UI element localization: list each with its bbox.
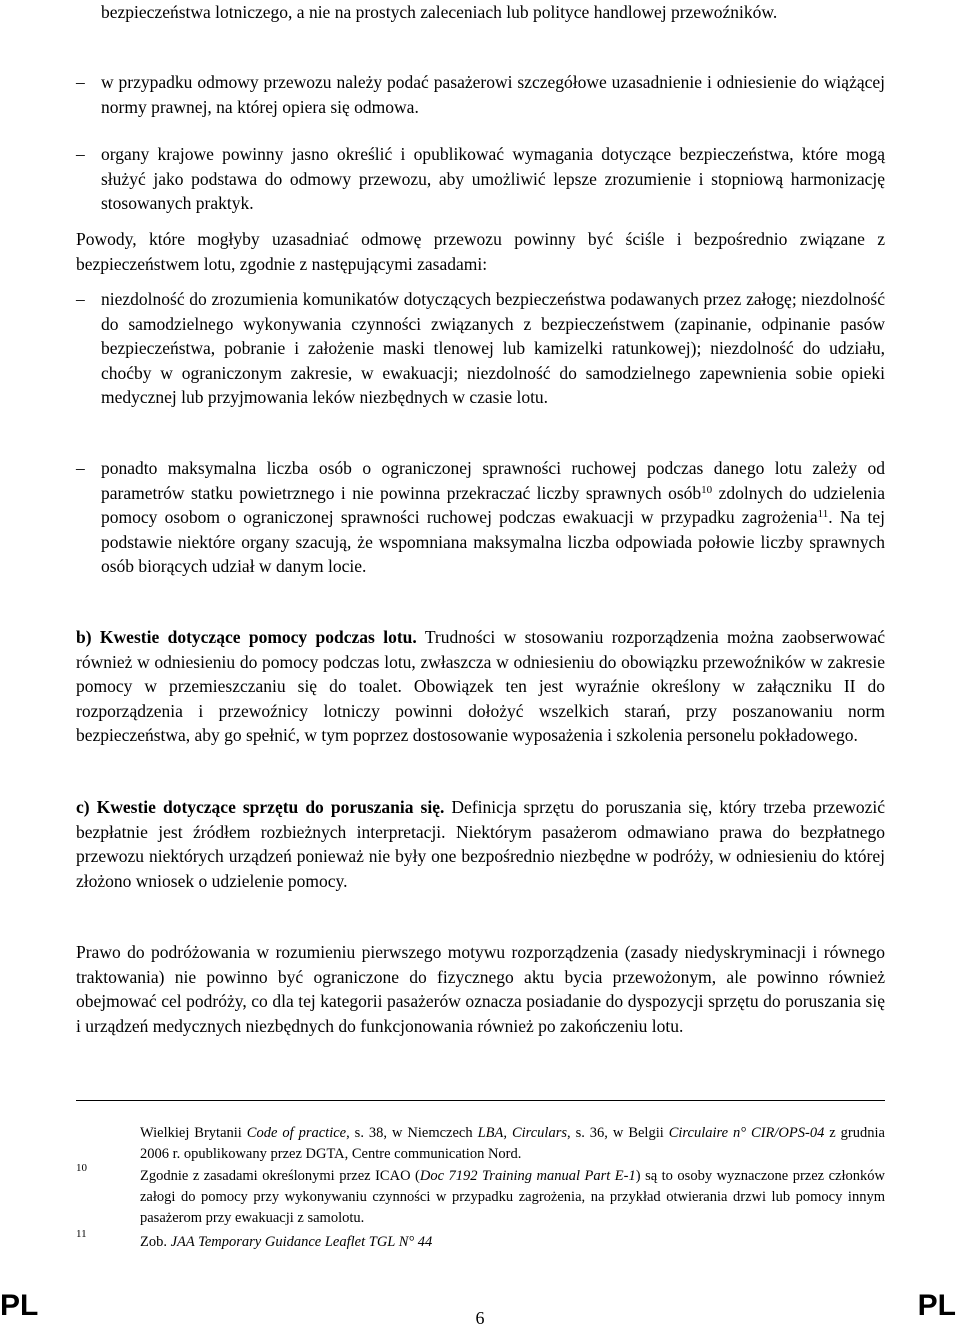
paragraph-inflight-assistance: b) Kwestie dotyczące pomocy podczas lotu. Trudności w stosowaniu rozporządzenia można zaobserwować również w odniesieniu do pomocy podczas lotu, zwłaszcza w odniesieniu do obowiązku przewoźników w zakresie pomocy w przemieszczaniu się do toalet. Obowiązek ten jest wyraźnie określony w załączniku II do rozporządzenia i przewoźnicy lotniczy powinni dołożyć wszelkich starań, przy poszanowaniu norm bezpieczeństwa, aby go spełnić, w tym poprzez dostosowanie wyposażenia i szkolenia personelu pokładowego. — [76, 627, 885, 745]
footnote-10: Zgodnie z zasadami określonymi przez ICAO (Doc 7192 Training manual Part E-1) są to osoby wyznaczone przez członków załogi do pomocy przy wykonywaniu czynności w przypadku zagrożenia, na przykład otwierania drzwi lub pomocy innym pasażerom przy ewakuacji z samolotu. — [140, 1168, 885, 1226]
list-item-max-number: – ponadto maksymalna liczba osób o ograniczonej sprawności ruchowej podczas danego lotu zależy od parametrów statku powietrznego i nie powinna przekraczać liczby sprawnych osób$^{10}$ zdolnych do udzielenia pomocy osobom o ograniczonej sprawności ruchowej podczas ewakuacji w przypadku zagrożenia$^{11}$. Na tej podstawie niektóre organy szacują, że wspomniana maksymalna liczba odpowiada połowie liczby sprawnych osób biorących udział w danym locie. — [76, 458, 885, 576]
paragraph-continuation: bezpieczeństwa lotniczego, a nie na prostych zaleceniach lub polityce handlowej przewoźników. — [101, 2, 778, 22]
section-heading-b: b) Kwestie dotyczące pomocy podczas lotu. — [76, 627, 417, 647]
list-item-inability: – niezdolność do zrozumienia komunikatów dotyczących bezpieczeństwa podawanych przez załogę; niezdolność do samodzielnego wykonywania czynności związanych z bezpieczeństwem (zapinanie, odpinanie pasów bezpieczeństwa, pobranie i założenie maski tlenowej lub kamizelki ratunkowej); niezdolność do udziału, choćby w ograniczonym zakresie, w ewakuacji; niezdolność do samodzielnego zapewnienia sobie opieki medycznej lub przyjmowania leków niezbędnych w czasie lotu. — [76, 289, 885, 407]
footnote-ref-11[interactable]: 11 — [817, 508, 829, 520]
language-code-left: PL — [0, 1289, 39, 1322]
dash-bullet: – — [76, 289, 85, 309]
footnote-continuation: Wielkiej Brytanii Code of practice, s. 38, w Niemczech LBA, Circulars, s. 36, w Belgii Circulaire n° CIR/OPS-04 z grudnia 2006 r. opublikowany przez DGTA, Centre communication Nord. — [140, 1125, 885, 1162]
paragraph-mobility-equipment: c) Kwestie dotyczące sprzętu do poruszania się. Definicja sprzętu do poruszania się, który trzeba przewozić bezpłatnie jest źródłem rozbieżnych interpretacji. Niektórym pasażerom odmawiano prawa do bezpłatnego przewozu niektórych urządzeń ponieważ nie były one bezpośrednio niezbędne w podróży, w odniesieniu do której złożono wniosek o udzielenie pomocy. — [76, 797, 885, 891]
footnote-number-11: 11 — [76, 1228, 87, 1240]
paragraph-reasons: Powody, które mogłyby uzasadniać odmowę przewozu powinny być ściśle i bezpośrednio związane z bezpieczeństwem lotu, zgodnie z następującymi zasadami: — [76, 229, 885, 274]
paragraph-right-to-travel: Prawo do podróżowania w rozumieniu pierwszego motywu rozporządzenia (zasady niedyskryminacji i równego traktowania) nie powinno być ograniczone do fizycznego aktu bycia przewożonym, ale powinno również obejmować cel podróży, co dla tej kategorii pasażerów oznacza posiadanie do dyspozycji sprzętu do poruszania się i urządzeń medycznych niezbędnych do funkcjonowania również po zakończeniu lotu. — [76, 942, 885, 1036]
footnote-separator — [76, 1100, 885, 1101]
footnote-number-10: 10 — [76, 1162, 87, 1174]
language-code-right: PL — [917, 1289, 956, 1322]
dash-bullet: – — [76, 72, 85, 92]
footnote-11: Zob. JAA Temporary Guidance Leaflet TGL N° 44 — [140, 1234, 433, 1250]
page-number: 6 — [475, 1308, 485, 1328]
footnote-ref-10[interactable]: 10 — [701, 483, 713, 496]
list-item-refusal-justification: – w przypadku odmowy przewozu należy podać pasażerowi szczegółowe uzasadnienie i odniesienie do wiążącej normy prawnej, na której opiera się odmowa. — [76, 72, 885, 117]
section-heading-c: c) Kwestie dotyczące sprzętu do poruszania się. — [76, 797, 445, 817]
list-item-national-authorities: – organy krajowe powinny jasno określić i opublikować wymagania dotyczące bezpieczeństwa, które mogą służyć jako podstawa do odmowy przewozu, aby umożliwić lepsze zrozumienie i stopniową harmonizację stosowanych praktyk. — [76, 144, 885, 213]
dash-bullet: – — [76, 458, 85, 478]
dash-bullet: – — [76, 144, 85, 164]
